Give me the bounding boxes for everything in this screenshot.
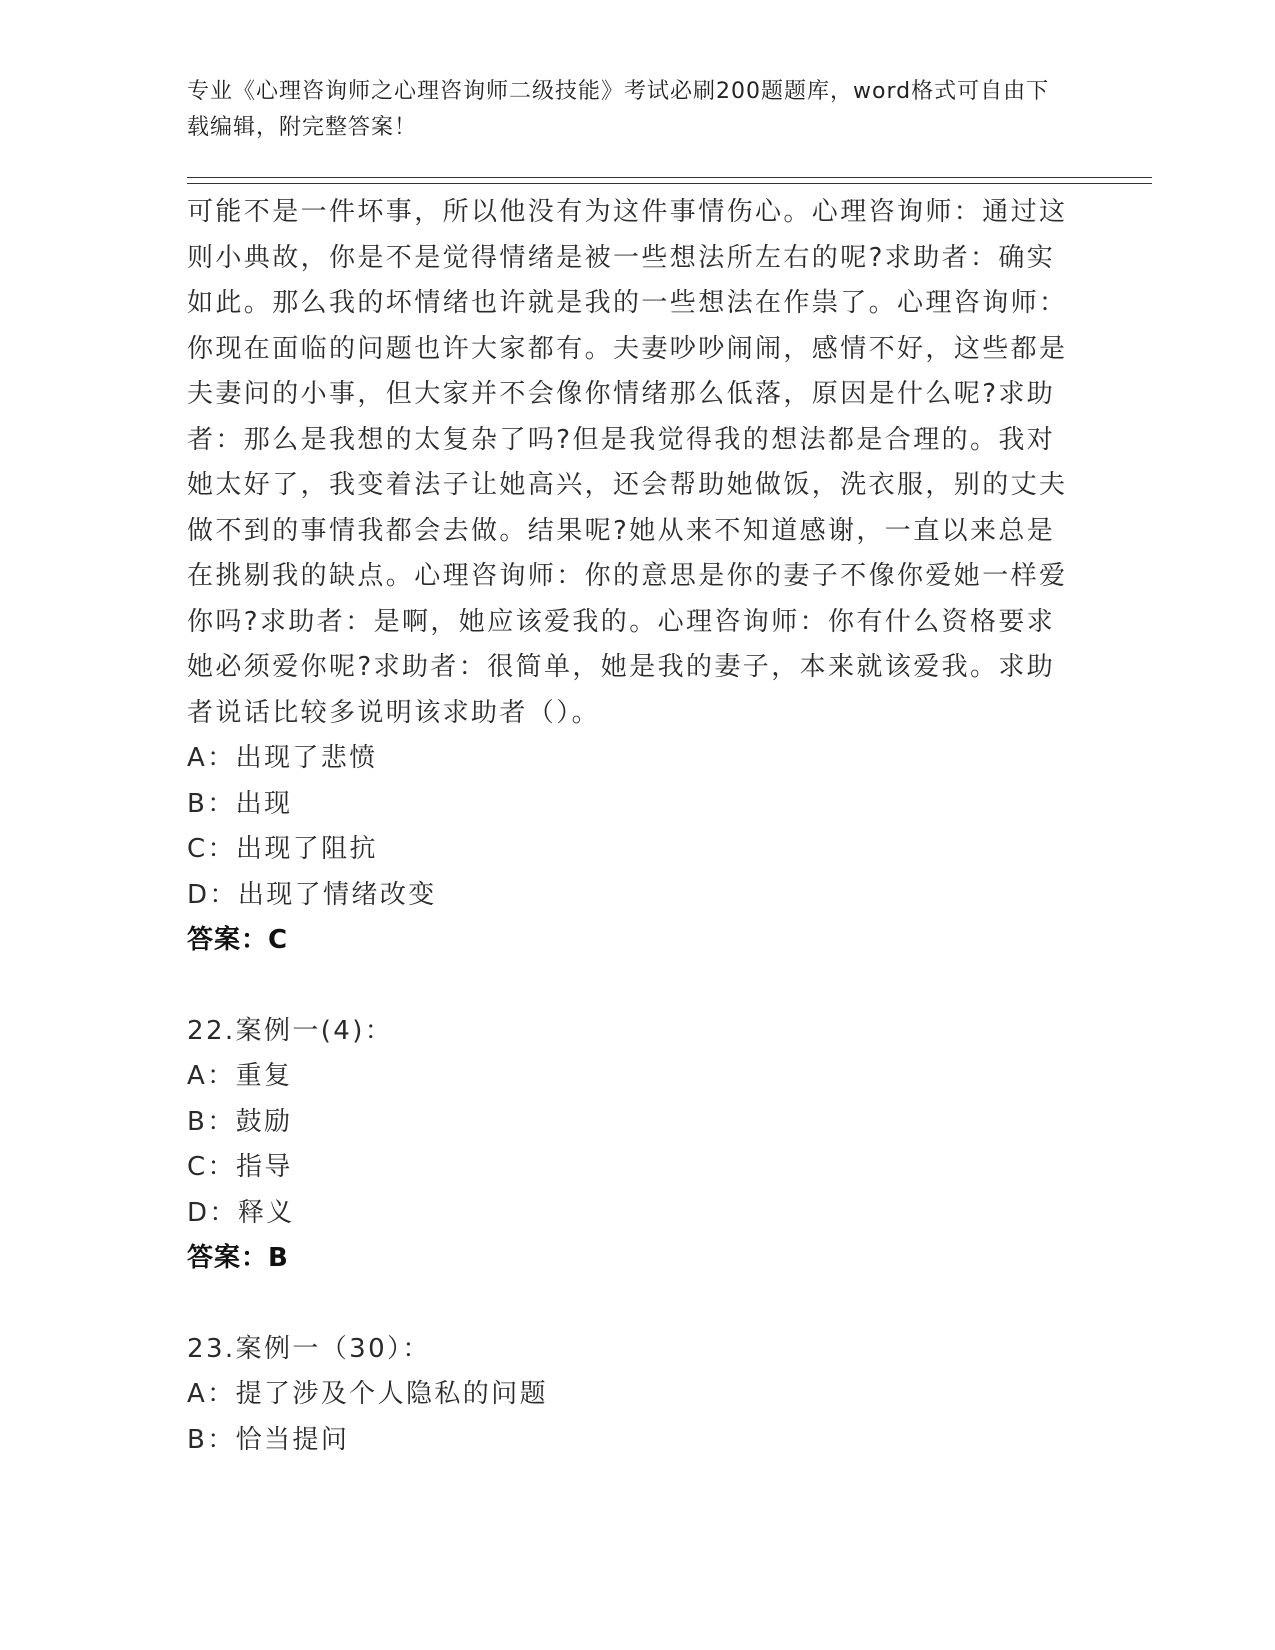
spacer [187,964,1077,1009]
question-22-stem: 22.案例一(4)： [187,1015,394,1046]
question-23-stem: 23.案例一（30）： [187,1333,431,1364]
question-23-option-b: B：恰当提问 [187,1424,350,1455]
document-header [187,74,1067,146]
header-rule-bottom [187,183,1152,184]
document-body [187,190,1077,1463]
question-21-answer: 答案：C [187,925,289,955]
header-rule-top [187,177,1152,178]
header-title: 专业《心理咨询师之心理咨询师二级技能》考试必刷200题题库，word格式可自由下载编辑，附完整答案！ [187,79,1050,140]
question-21-passage: 可能不是一件坏事，所以他没有为这件事情伤心。心理咨询师：通过这则小典故，你是不是觉得情绪是被一些想法所左右的呢?求助者：确实如此。那么我的坏情绪也许就是我的一些想法在作祟了。心理咨询师：你现在面临的问题也许大家都有。夫妻吵吵闹闹，感情不好，这些都是夫妻问的小事，但大家并不会像你情绪那么低落，原因是什么呢?求助者：那么是我想的太复杂了吗?但是我觉得我的想法都是合理的。我对她太好了，我变着法子让她高兴，还会帮助她做饭，洗衣服，别的丈夫做不到的事情我都会去做。结果呢?她从来不知道感谢，一直以来总是在挑剔我的缺点。心理咨询师：你的意思是你的妻子不像你爱她一样爱你吗?求助者：是啊，她应该爱我的。心理咨询师：你有什么资格要求她必须爱你呢?求助者：很简单，她是我的妻子，本来就该爱我。求助者说话比较多说明该求助者（）。 [187,197,1068,728]
question-21-option-c: C：出现了阻抗 [187,834,378,864]
question-22-option-d: D：释义 [187,1197,295,1228]
question-21-option-a: A：出现了悲愤 [187,743,378,773]
question-22-option-c: C：指导 [187,1152,293,1182]
question-21-option-b: B：出现 [187,788,293,819]
question-23-option-a: A：提了涉及个人隐私的问题 [187,1379,548,1409]
question-21-option-d: D：出现了情绪改变 [187,879,437,910]
spacer [187,1282,1077,1327]
question-22-answer: 答案：B [187,1243,289,1273]
question-22-option-b: B：鼓励 [187,1106,293,1137]
question-22-option-a: A：重复 [187,1061,293,1091]
